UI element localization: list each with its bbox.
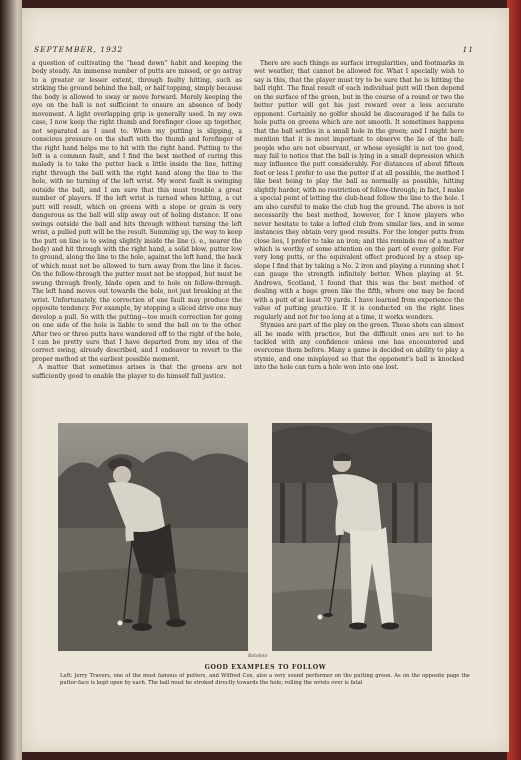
photo-golfer-right bbox=[272, 423, 432, 651]
text-column-left bbox=[32, 60, 242, 440]
photo-golfer-right-image bbox=[272, 423, 432, 651]
paragraph: A matter that sometimes arises is that the greens are not sufficiently good to enable the player to do himself full justice. bbox=[32, 364, 242, 380]
caption-text: Left: Jerry Travers, one of the most famous of putters, and Wilfred Cox, also a very sound performer on the putting green. As on the opposite page the putter-face is kept open by each. The ball must be stroked directly towards the hole; rolling the wrists over is fatal bbox=[60, 673, 470, 686]
page-number: 11 bbox=[462, 45, 474, 54]
photo-golfer-left bbox=[58, 423, 248, 651]
text-column-right bbox=[254, 60, 464, 440]
caption-title: GOOD EXAMPLES TO FOLLOW bbox=[204, 664, 327, 671]
book-binding-right bbox=[507, 0, 521, 760]
paragraph: Stymies are part of the play on the green. These shots can almost all be made with practice, but the difficult ones are not to be tackled with any confidence unless one has encountered and overcome them before. Many a game is decided on ability to play a stymie, and one misplayed so that the opponent's ball is knocked into the hole can turn a hole won into one lost. bbox=[254, 322, 464, 372]
magazine-page bbox=[22, 8, 509, 752]
book-gutter-left bbox=[0, 0, 22, 760]
paragraph: There are such things as surface irregularities, and footmarks in wet weather, that cannot be allowed for. What I specially wish to say is this, that the player must try to be sure that he is hitting the ball right. The final result of each individual putt will then depend on the surface of the green, but in the course of a round or two the better putter will get his just reward over a less accurate opponent. Certainly no golfer should be discouraged if he fails to hole putts on greens which are not smooth. It sometimes happens that the ball settles in a small hole in the green; and I might here mention that it is most important to observe the lie of the ball; people who are not observant, or whose eyesight is not too good, may fail to notice that the ball is lying in a small depression which may influence the putt considerably. For distances of about fifteen feet or less I prefer to use the putter if at all possible, the method I like best being to play the ball as normally as possible, hitting slightly harder, with no restriction of follow-through; in fact, I make a special point of letting the club-head follow the line to the hole. I am also careful to make the club hug the ground. The above is not necessarily the best method, however, for I know players who never hesitate to take a lofted club from similar lies, and in some instances they obtain very good results. For the longer putts from close lies, I prefer to take an iron; and this reminds me of a matter which is worthy of some attention on the part of every golfer. For very long putts, or the equivalent effect produced by a steep up-slope I find that by taking a No. 2 iron and playing a running shot I can gauge the strength infinitely better. When playing at St. Andrews, Scotland, I found that this was the best method of dealing with a huge green like the fifth, where one may be faced with a putt of at least 70 yards. I have learned from experience the value of putting practice. If it is conducted on the right lines regularly and not for too long at a time, it works wonders. bbox=[254, 60, 464, 321]
photo-golfer-left-image bbox=[58, 423, 248, 651]
page-header bbox=[34, 45, 474, 57]
paragraph: a question of cultivating the “head down” habit and keeping the body steady. An immense number of putts are missed, or go astray to a greater or lesser extent, through faulty hitting, such as striking the ground behind the ball, or half topping, simply because the body is allowed to sway or move forward. Merely keeping the eye on the ball is not sufficient to ensure an absence of body movement. A light overlapping grip is generally used. In my own case, I now keep the right thumb and forefinger close up together, not separated as I used to. When my putting is slipping, a conscious pressure on the shaft with the thumb and forefinger of the right hand helps me to hit with the right hand. Putting to the left is a common fault, and I find the best method of curing this malady is to take the putter back a little inside the line, hitting right through the ball with the right hand along the line to the hole, with no turning of the left wrist. My worst fault is swinging outside the ball, and I am sure that this must trouble a great number of players. If the left wrist is turned when hitting, a cut putt will result, which on greens with a slope or grain is very dangerous as the ball will slip away out of holing distance. If one swings outside the ball and hits through without turning the left wrist, a pulled putt will be the result. Summing up, the way to keep the putt on line is to swing slightly inside the line (i. e., nearer the body) and hit through with the right hand, a solid blow, putter low to ground, along the line to the hole, against the left hand, the back of which must not be allowed to turn away from the line it faces. On the follow-through the putter must not be stopped, but must be swung through freely, blade open and to hole on follow-through. The left hand moves out towards the hole, not just breaking at the wrist. Unfortunately, the correction of one fault may produce the opposite tendency. For example, by stopping a sliced drive one may develop a pull. So with the putting—too much correction for going on one side of the hole is liable to send the ball on to the other. After two or three putts have wandered off to the right of the hole, I can be pretty sure that I have departed from my idea of the correct swing, already described, and I endeavor to revert to the proper method at the earliest possible moment. bbox=[32, 60, 242, 363]
photo-credit: Rotofoto bbox=[248, 654, 268, 659]
issue-date: SEPTEMBER, 1932 bbox=[34, 45, 124, 54]
